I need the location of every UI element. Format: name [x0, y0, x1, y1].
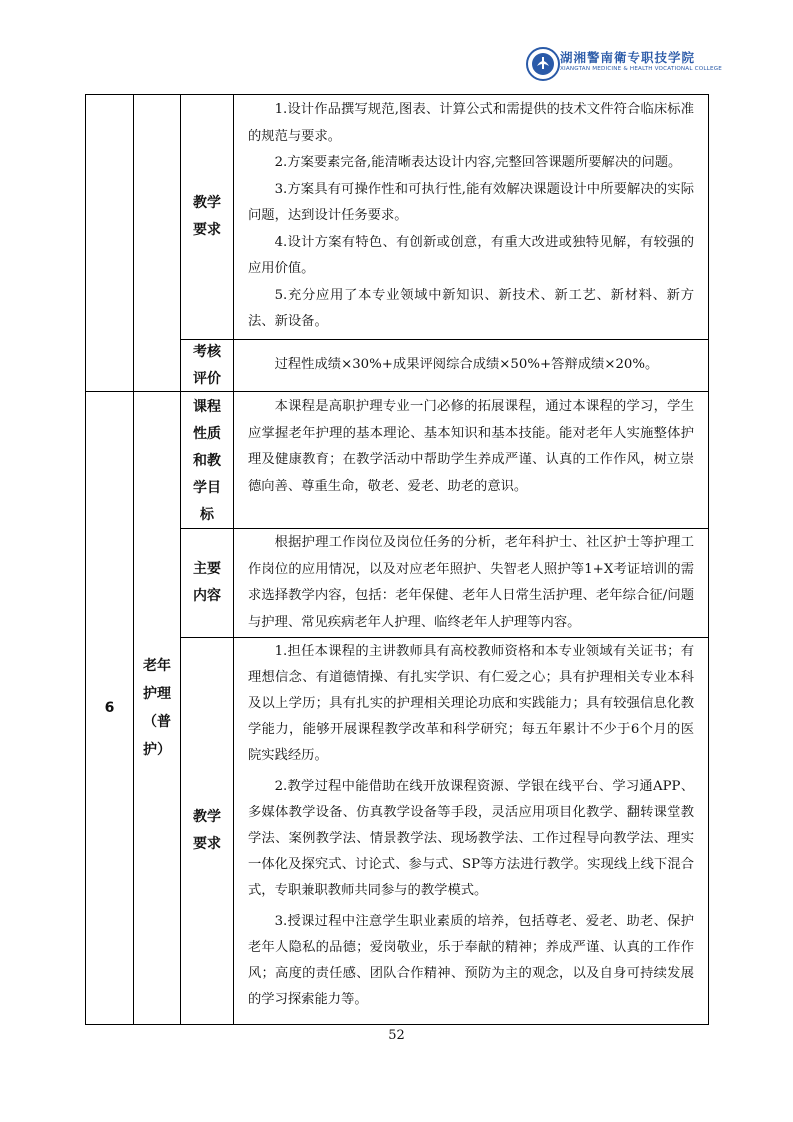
requirement-paragraph: 1.担任本课程的主讲教师具有高校教师资格和本专业领域有关证书；有理想信念、有道德情操、有扎实学识、有仁爱之心；具有护理相关专业本科及以上学历；具有扎实的护理相关理论功底和实践能力；具有较强信息化教学能力，能够开展课程教学改革和科学研究；每五年累计不少于6个月的医院实践经历。 — [248, 644, 694, 763]
course-name-cell: 老年 护理 （普 护） — [133, 391, 181, 1025]
requirement-paragraph: 3.方案具有可操作性和可执行性,能有效解决课题设计中所要解决的实际问题，达到设计任务要求。 — [248, 181, 694, 223]
requirement-paragraph: 1.设计作品撰写规范,图表、计算公式和需提供的技术文件符合临床标准的规范与要求。 — [248, 102, 694, 144]
row6-teaching-requirements-label: 教学 要求 — [180, 637, 234, 1025]
assessment-label: 考核 评价 — [180, 339, 234, 392]
requirement-paragraph: 2.方案要素完备,能清晰表达设计内容,完整回答课题所要解决的问题。 — [274, 155, 682, 170]
prev-teaching-requirements-content — [233, 94, 709, 340]
prev-course-cell — [133, 94, 181, 392]
assessment-text: 过程性成绩×30%+成果评阅综合成绩×50%+答辩成绩×20%。 — [274, 357, 659, 373]
objectives-text: 本课程是高职护理专业一门必修的拓展课程，通过本课程的学习，学生应掌握老年护理的基本理论、基本知识和基本技能。能对老年人实施整体护理及健康教育；在教学活动中帮助学生养成严谨、认真的工作作风，树立崇德向善、尊重生命，敬老、爱老、助老的意识。 — [248, 399, 694, 494]
requirement-paragraph: 2.教学过程中能借助在线开放课程资源、学银在线平台、学习通APP、多媒体教学设备、仿真教学设备等手段，灵活应用项目化教学、翻转课堂教学法、案例教学法、情景教学法、现场教学法、工作过程导向教学法、理实一体化及探究式、讨论式、参与式、SP等方法进行教学。实现线上线下混合式，专职兼职教师共同参与的教学模式。 — [248, 779, 694, 898]
row-number-cell — [85, 391, 134, 1025]
page-number: 52 — [388, 1028, 405, 1043]
row-number: 6 — [104, 700, 115, 716]
prev-teaching-requirements-label: 教学 要求 — [180, 94, 234, 340]
main-content-text: 根据护理工作岗位及岗位任务的分析，老年科护士、社区护士等护理工作岗位的应用情况，以及对应老年照护、失智老人照护等1+X考证培训的需求选择教学内容，包括：老年保健、老年人日常生活护理、老年综合征/问题与护理、常见疾病老年人护理、临终老年人护理等内容。 — [248, 535, 694, 630]
requirement-paragraph: 5.充分应用了本专业领域中新知识、新技术、新工艺、新材料、新方法、新设备。 — [248, 287, 694, 329]
college-name-cn: 湖湘警南衛专职技学院 — [560, 50, 696, 65]
requirement-paragraph: 3.授课过程中注意学生职业素质的培养，包括尊老、爱老、助老、保护老年人隐私的品德；爱岗敬业，乐于奉献的精神；养成严谨、认真的工作作风；高度的责任感、团队合作精神、预防为主的观念，以及自身可持续发展的学习探索能力等。 — [248, 914, 694, 1007]
assessment-content — [233, 339, 709, 392]
requirement-paragraph: 4.设计方案有特色、有创新或创意，有重大改进或独特见解，有较强的应用价值。 — [248, 234, 694, 276]
college-name-en: XIANGTAN MEDICINE & HEALTH VOCATIONAL COLLEGE — [560, 66, 722, 72]
row6-teaching-requirements-content — [233, 637, 709, 1025]
objectives-content — [233, 391, 709, 529]
main-content-label: 主要 内容 — [180, 528, 234, 638]
prev-number-cell — [85, 94, 134, 392]
objectives-label: 课程 性质 和教 学目 标 — [180, 391, 234, 529]
main-content-content — [233, 528, 709, 638]
